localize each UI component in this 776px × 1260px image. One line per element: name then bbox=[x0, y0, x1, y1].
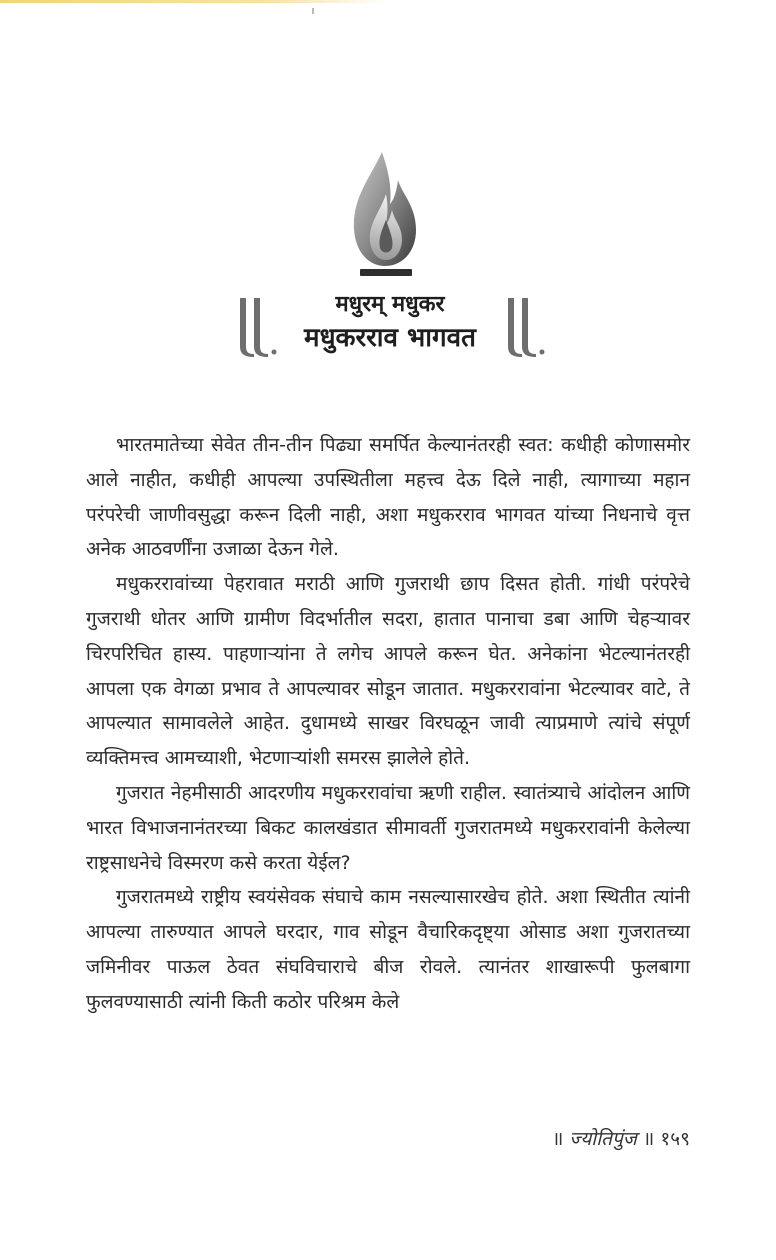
double-bar-ornament-icon bbox=[496, 296, 550, 358]
paragraph: गुजरातमध्ये राष्ट्रीय स्वयंसेवक संघाचे काम नसल्यासारखेच होते. अशा स्थितीत त्यांनी आपल्या तारुण्यात आपले घरदार, गाव सोडून वैचारिकदृष्ट्या ओसाड अशा गुजरातच्या जमिनीवर पाऊल ठेवत संघविचाराचे बीज रोवले. त्यानंतर शाखारूपी फुलबागा फुलवण्यासाठी त्यांनी किती कठोर परिश्रम केले bbox=[86, 886, 690, 1013]
chapter-title: मधुकरराव भागवत bbox=[304, 323, 476, 353]
footer-mark-right: ॥ bbox=[642, 1128, 655, 1150]
book-title: ज्योतिपुंज bbox=[569, 1128, 637, 1150]
page-number: १५९ bbox=[660, 1128, 690, 1150]
chapter-heading bbox=[230, 288, 550, 368]
top-edge-mark bbox=[312, 8, 314, 14]
heading-text-block bbox=[278, 290, 502, 356]
paragraph: भारतमातेच्या सेवेत तीन-तीन पिढ्या समर्पित केल्यानंतरही स्वत: कधीही कोणासमोर आले नाहीत, कधीही आपल्या उपस्थितीला महत्त्व देऊ दिले नाही, त्यागाच्या महान परंपरेची जाणीवसुद्धा करून दिली नाही, अशा मधुकरराव भागवत यांच्या निधनाचे वृत्त अनेक आठवर्णींना उजाळा देऊन गेले. bbox=[86, 434, 690, 561]
page-footer bbox=[552, 1125, 690, 1151]
top-edge-strip bbox=[0, 0, 390, 3]
footer-mark-left: ॥ bbox=[551, 1128, 564, 1150]
paragraph: गुजरात नेहमीसाठी आदरणीय मधुकररावांचा ऋणी राहील. स्वातंत्र्याचे आंदोलन आणि भारत विभाजनानंतरच्या बिकट कालखंडात सीमावर्ती गुजरातमध्ये मधुकररावांनी केलेल्या राष्ट्रसाधनेचे विस्मरण कसे करता येईल? bbox=[86, 781, 690, 874]
paragraph: मधुकररावांच्या पेहरावात मराठी आणि गुजराथी छाप दिसत होती. गांधी परंपरेचे गुजराथी धोतर आणि ग्रामीण विदर्भातील सदरा, हातात पानाचा डबा आणि चेहऱ्यावर चिरपरिचित हास्य. पाहणाऱ्यांना ते लगेच आपले करून घेत. अनेकांना भेटल्यानंतरही आपला एक वेगळा प्रभाव ते आपल्यावर सोडून जातात. मधुकररावांना भेटल्यावर वाटे, ते आपल्यात सामावलेले आहेत. दुधामध्ये साखर विरघळून जावी त्याप्रमाणे त्यांचे संपूर्ण व्यक्तिमत्त्व आमच्याशी, भेटणाऱ्यांशी समरस झालेले होते. bbox=[86, 573, 690, 770]
double-bar-ornament-icon bbox=[230, 296, 284, 358]
chapter-subtitle: मधुरम् मधुकर bbox=[335, 292, 445, 317]
flame-lamp-icon bbox=[350, 150, 420, 282]
chapter-body bbox=[86, 428, 690, 1020]
